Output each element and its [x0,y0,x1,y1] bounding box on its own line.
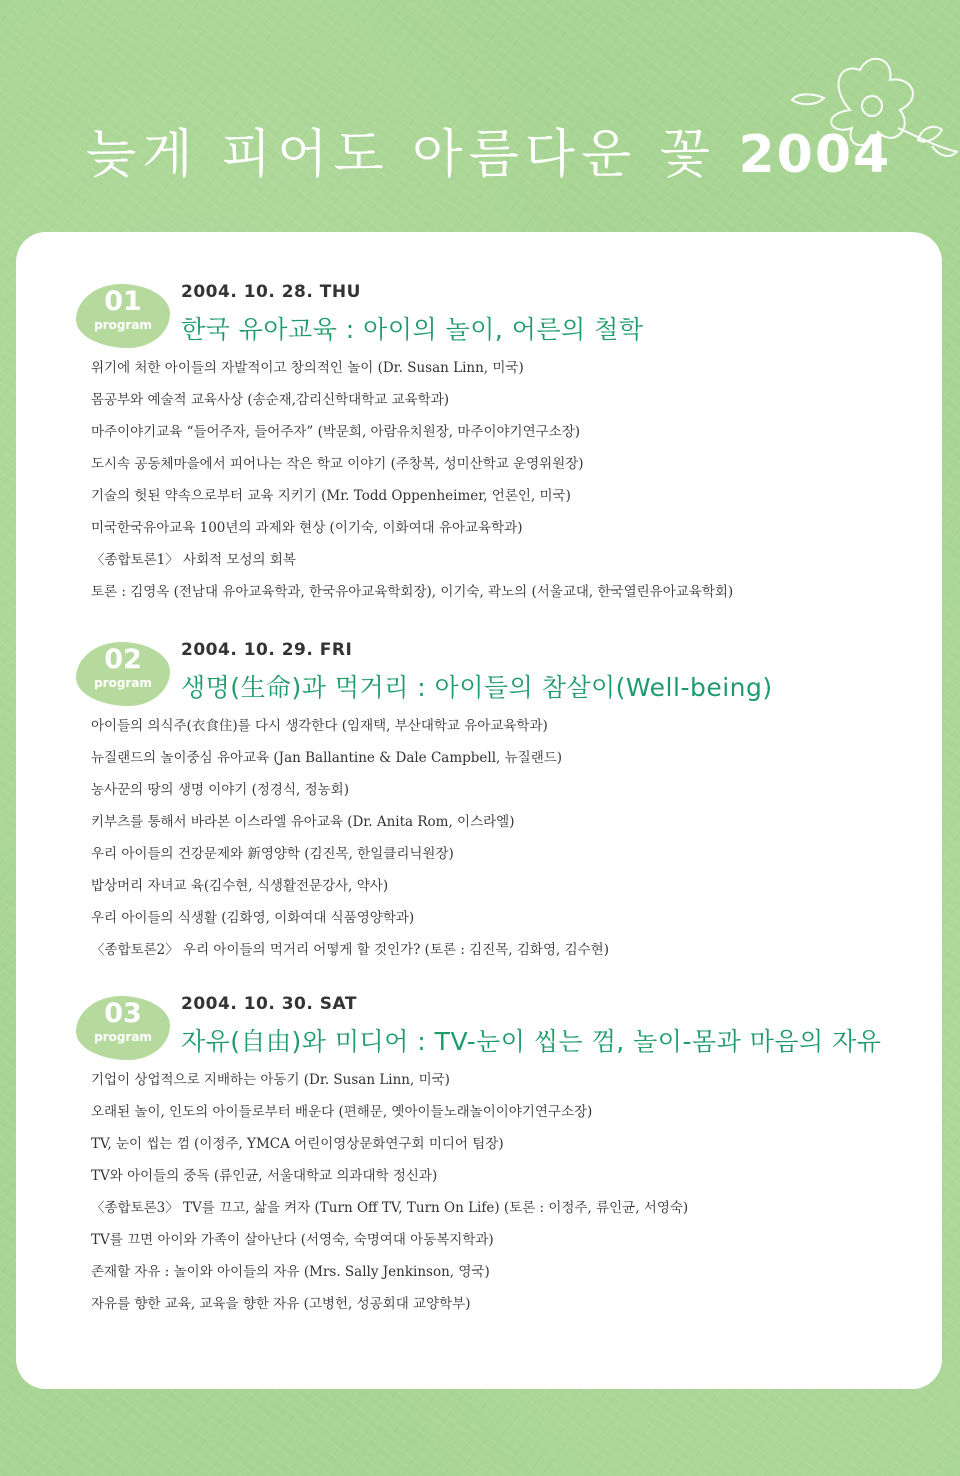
program-label: program [94,1030,152,1044]
session-item: 토론 : 김영옥 (전남대 유아교육학과, 한국유아교육학회장), 이기숙, 곽노의 (서울교대, 한국열린유아교육학회) [91,584,734,600]
session-item: 〈종합토론3〉 TV를 끄고, 삶을 켜자 (Turn Off TV, Turn On Life) (토론 : 이정주, 류인균, 서영숙) [91,1200,689,1216]
program-title: 한국 유아교육 : 아이의 놀이, 어른의 철학 [181,315,644,344]
program-date: 2004. 10. 29. FRI [181,640,353,660]
program-title: 자유(自由)와 미디어 : TV-눈이 씹는 껌, 놀이-몸과 마음의 자유 [181,1027,882,1056]
program-date: 2004. 10. 30. SAT [181,994,357,1014]
session-item: 키부츠를 통해서 바라본 이스라엘 유아교육 (Dr. Anita Rom, 이스라엘) [91,814,515,830]
page-title [86,112,891,187]
session-item: 아이들의 의식주(衣食住)를 다시 생각한다 (임재택, 부산대학교 유아교육학과) [91,718,548,734]
session-item: 마주이야기교육 “들어주자, 들어주자” (박문희, 아람유치원장, 마주이야기연구소장) [91,424,581,440]
session-item: 존재할 자유 : 놀이와 아이들의 자유 (Mrs. Sally Jenkinson, 영국) [91,1264,490,1280]
session-item: 기술의 헛된 약속으로부터 교육 지키기 (Mr. Todd Oppenheimer, 언론인, 미국) [91,488,571,504]
program-date: 2004. 10. 28. THU [181,282,361,302]
program-number: 03 [104,998,142,1029]
session-item: TV와 아이들의 중독 (류인균, 서울대학교 의과대학 정신과) [91,1168,438,1184]
program-badge [76,642,170,706]
session-list [91,710,609,966]
session-item: 오래된 놀이, 인도의 아이들로부터 배운다 (편해문, 옛아이들노래놀이이야기연구소장) [91,1104,593,1120]
program-title: 생명(生命)과 먹거리 : 아이들의 참살이(Well-being) [181,673,773,702]
program-label: program [94,676,152,690]
session-item: 위기에 처한 아이들의 자발적이고 창의적인 놀이 (Dr. Susan Linn, 미국) [91,360,524,376]
flower-icon [790,48,960,168]
session-item: TV를 끄면 아이와 가족이 살아난다 (서영숙, 숙명여대 아동복지학과) [91,1232,494,1248]
program-number: 02 [104,644,142,675]
program-number: 01 [104,286,142,317]
session-item: 밥상머리 자녀교 육(김수현, 식생활전문강사, 약사) [91,878,389,894]
title-text: 늦게 피어도 아름다운 꽃 [86,125,716,185]
session-list [91,352,733,608]
session-item: 몸공부와 예술적 교육사상 (송순재,감리신학대학교 교육학과) [91,392,450,408]
session-item: 우리 아이들의 식생활 (김화영, 이화여대 식품영양학과) [91,910,415,926]
session-item: 기업이 상업적으로 지배하는 아동기 (Dr. Susan Linn, 미국) [91,1072,450,1088]
session-item: 〈종합토론1〉 사회적 모성의 회복 [91,552,296,568]
session-list [91,1064,688,1320]
title-year: 2004 [738,125,892,185]
session-item: 〈종합토론2〉 우리 아이들의 먹거리 어떻게 할 것인가? (토론 : 김진목, 김화영, 김수현) [91,942,609,958]
session-item: 뉴질랜드의 놀이중심 유아교육 (Jan Ballantine & Dale Campbell, 뉴질랜드) [91,750,563,766]
program-card [16,232,942,1389]
session-item: 미국한국유아교육 100년의 과제와 현상 (이기숙, 이화여대 유아교육학과) [91,520,523,536]
session-item: 우리 아이들의 건강문제와 新영양학 (김진목, 한일클리닉원장) [91,846,454,862]
program-badge [76,284,170,348]
session-item: TV, 눈이 씹는 껌 (이정주, YMCA 어린이영상문화연구회 미디어 팀장) [91,1136,504,1152]
session-item: 도시속 공동체마을에서 피어나는 작은 학교 이야기 (주창복, 성미산학교 운영위원장) [91,456,584,472]
session-item: 농사꾼의 땅의 생명 이야기 (정경식, 정농회) [91,782,349,798]
session-item: 자유를 향한 교육, 교육을 향한 자유 (고병헌, 성공회대 교양학부) [91,1296,471,1312]
program-badge [76,996,170,1060]
program-label: program [94,318,152,332]
